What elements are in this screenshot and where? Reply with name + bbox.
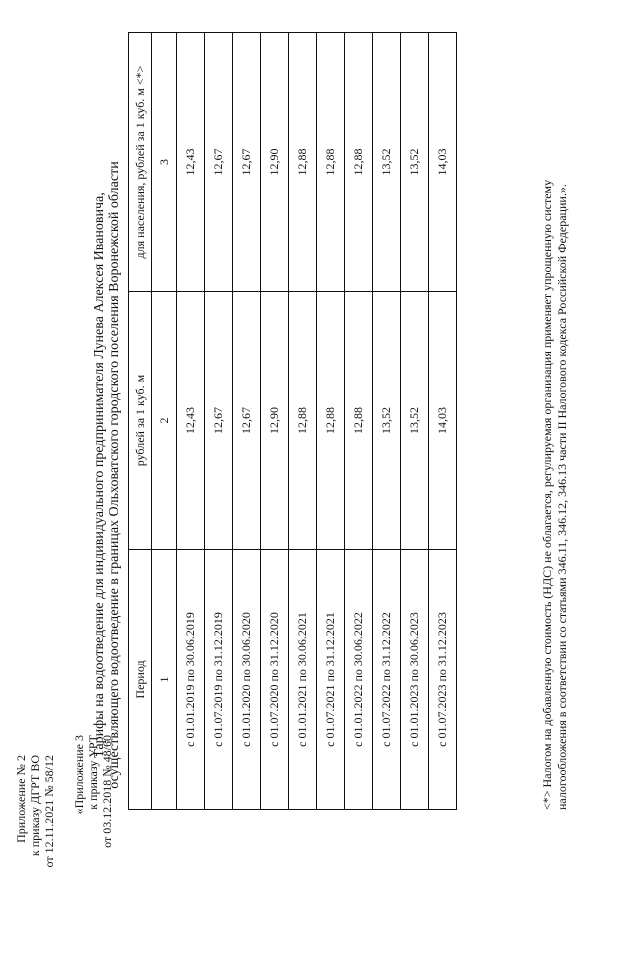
header-tariff-population: для населения, рублей за 1 куб. м <*> <box>129 33 152 292</box>
population-tariff-cell: 12,67 <box>205 33 233 292</box>
population-tariff-cell: 12,88 <box>345 33 373 292</box>
appendix-order-date: от 12.11.2021 № 58/12 <box>42 755 56 868</box>
table-row <box>233 33 261 810</box>
table-row <box>373 33 401 810</box>
table-row <box>261 33 289 810</box>
original-appendix-order-date: от 03.12.2018 № 48/60 <box>100 735 114 848</box>
population-tariff-cell: 14,03 <box>429 33 457 292</box>
tariff-table <box>128 32 457 810</box>
tariff-cell: 13,52 <box>401 292 429 550</box>
period-cell: с 01.01.2021 по 30.06.2021 <box>289 550 317 810</box>
table-row <box>289 33 317 810</box>
title-line-2: осуществляющего водоотведение в границах Ольховатского городского поселения Воронежской области <box>107 161 122 789</box>
column-number: 3 <box>152 33 177 292</box>
appendix-order: к приказу ДГРТ ВО <box>28 755 42 857</box>
original-appendix-number: «Приложение 3 <box>72 735 86 815</box>
period-cell: с 01.07.2020 по 31.12.2020 <box>261 550 289 810</box>
period-cell: с 01.07.2021 по 31.12.2021 <box>317 550 345 810</box>
footnote-line-1: <*> Налогом на добавленную стоимость (НДС) не облагается, регулируемая организация применяет упрощенную систему <box>540 179 554 810</box>
table-row <box>345 33 373 810</box>
appendix-header-current <box>14 755 56 955</box>
population-tariff-cell: 12,88 <box>317 33 345 292</box>
period-cell: с 01.01.2023 по 30.06.2023 <box>401 550 429 810</box>
column-number: 2 <box>152 292 177 550</box>
column-number: 1 <box>152 550 177 810</box>
tariff-cell: 12,43 <box>177 292 205 550</box>
title-line-1: Тарифы на водоотведение для индивидуального предпринимателя Лунева Алексея Ивановича, <box>92 192 107 758</box>
tariff-cell: 12,88 <box>345 292 373 550</box>
tariff-cell: 12,90 <box>261 292 289 550</box>
tariff-cell: 12,88 <box>317 292 345 550</box>
period-cell: с 01.01.2019 по 30.06.2019 <box>177 550 205 810</box>
tariff-cell: 12,67 <box>205 292 233 550</box>
period-cell: с 01.01.2020 по 30.06.2020 <box>233 550 261 810</box>
table-row <box>205 33 233 810</box>
footnote <box>540 10 570 810</box>
period-cell: с 01.07.2019 по 31.12.2019 <box>205 550 233 810</box>
header-tariff: рублей за 1 куб. м <box>129 292 152 550</box>
period-cell: с 01.01.2022 по 30.06.2022 <box>345 550 373 810</box>
table-row <box>401 33 429 810</box>
document-title <box>92 95 122 855</box>
original-appendix-order: к приказу УРТ <box>86 735 100 810</box>
table-row <box>429 33 457 810</box>
population-tariff-cell: 13,52 <box>401 33 429 292</box>
appendix-number: Приложение № 2 <box>14 755 28 843</box>
table-row <box>317 33 345 810</box>
population-tariff-cell: 12,67 <box>233 33 261 292</box>
population-tariff-cell: 13,52 <box>373 33 401 292</box>
tariff-cell: 12,67 <box>233 292 261 550</box>
tariff-cell: 12,88 <box>289 292 317 550</box>
footnote-line-2: налогообложения в соответствии со статьями 346.11, 346.12, 346.13 части II Налогового кодекса Российской Федерации.». <box>555 184 569 810</box>
period-cell: с 01.07.2023 по 31.12.2023 <box>429 550 457 810</box>
population-tariff-cell: 12,90 <box>261 33 289 292</box>
period-cell: с 01.07.2022 по 31.12.2022 <box>373 550 401 810</box>
tariff-cell: 13,52 <box>373 292 401 550</box>
population-tariff-cell: 12,88 <box>289 33 317 292</box>
population-tariff-cell: 12,43 <box>177 33 205 292</box>
table-header-row <box>129 33 152 810</box>
tariff-cell: 14,03 <box>429 292 457 550</box>
table-row <box>177 33 205 810</box>
table-column-numbers-row <box>152 33 177 810</box>
header-period: Период <box>129 550 152 810</box>
